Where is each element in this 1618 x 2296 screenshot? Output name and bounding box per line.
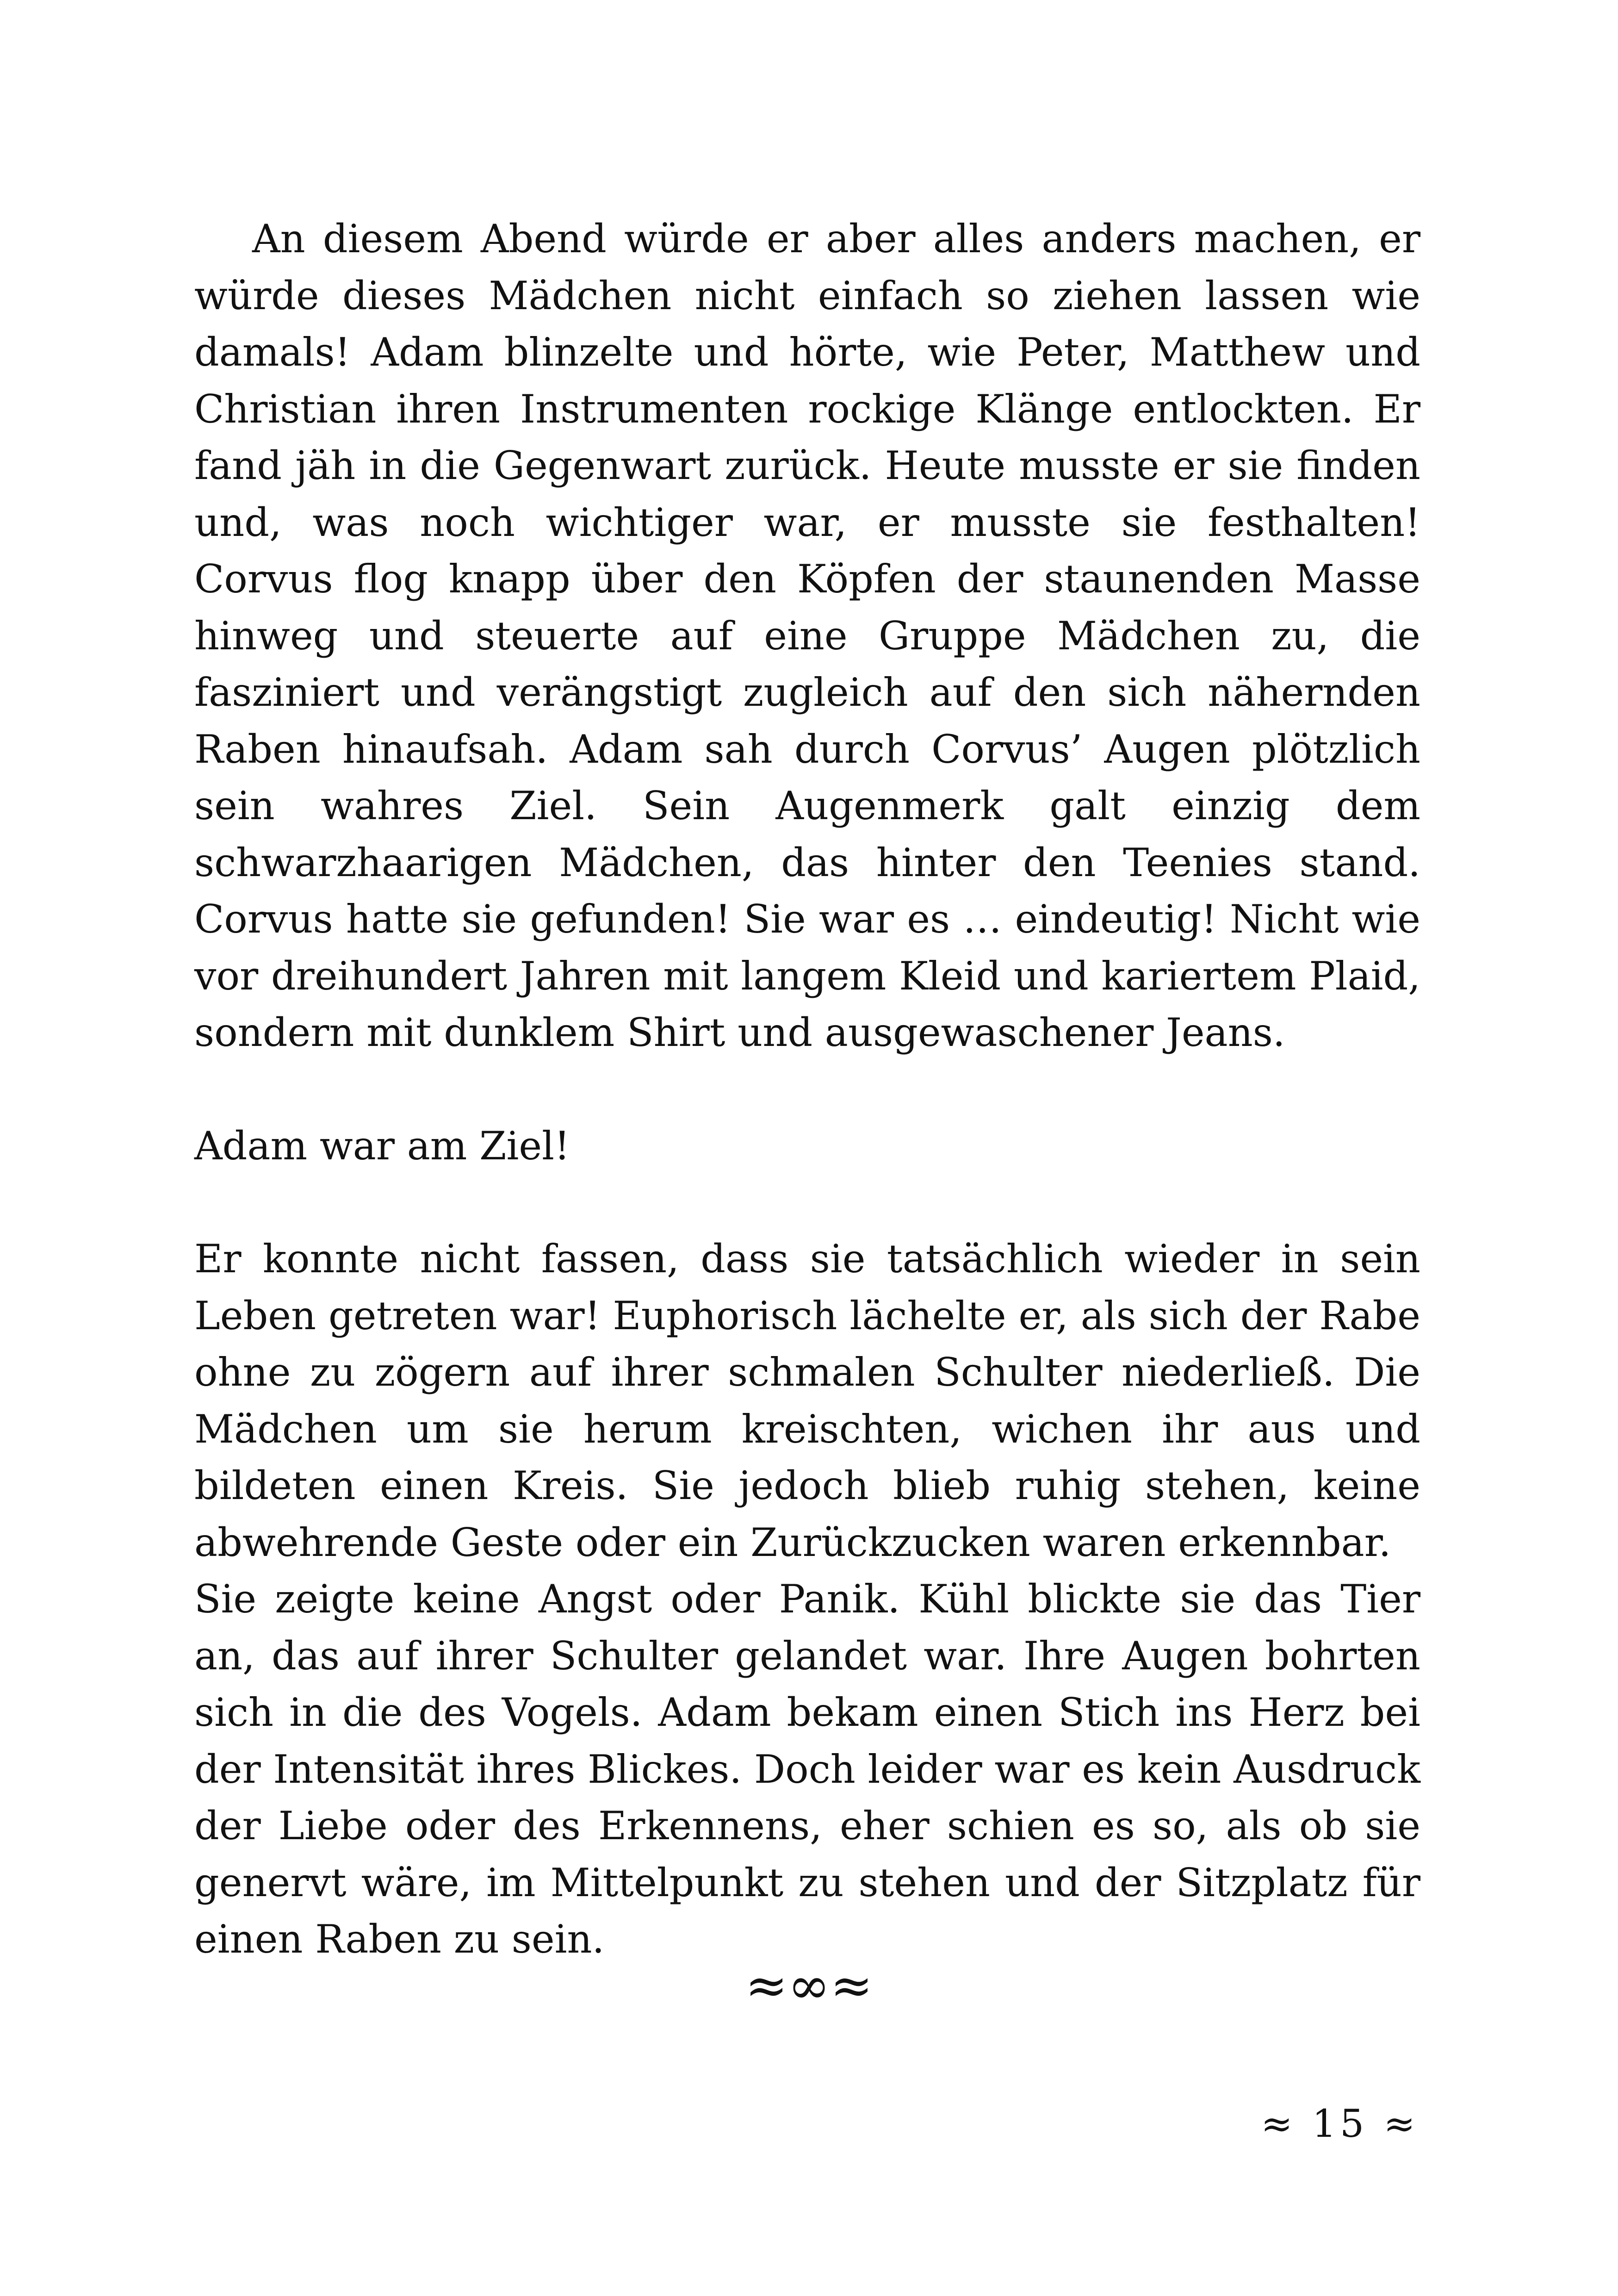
paragraph-1: An diesem Abend würde er aber alles anders machen, er würde dieses Mädchen nicht einfach so ziehen lassen wie damals! Adam blinzelte und hörte, wie Peter, Matthew und Christian ihren Instrumenten rockige Klänge entlockten. Er fand jäh in die Gegenwart zurück. Heute musste er sie finden und, was noch wichtiger war, er musste sie festhalten! Corvus flog knapp über den Köpfen der staunenden Masse hinweg und steuerte auf eine Gruppe Mädchen zu, die fasziniert und verängstigt zugleich auf den sich nähernden Raben hinaufsah. Adam sah durch Corvus’ Augen plötzlich sein wahres Ziel. Sein Augenmerk galt einzig dem schwarzhaarigen Mädchen, das hinter den Teenies stand. Corvus hatte sie gefunden! Sie war es … eindeutig! Nicht wie vor dreihundert Jahren mit langem Kleid und kariertem Plaid, sondern mit dunklem Shirt und ausgewaschener Jeans. xyxy=(194,216,1420,1055)
page-number: ≈ 15 ≈ xyxy=(1261,2102,1419,2146)
section-separator: ≈∞≈ xyxy=(745,1956,873,2015)
paragraph-4: Sie zeigte keine Angst oder Panik. Kühl blickte sie das Tier an, das auf ihrer Schulter gelandet war. Ihre Augen bohrten sich in die des Vogels. Adam bekam einen Stich ins Herz bei der Intensität ihres Blickes. Doch leider war es kein Ausdruck der Liebe oder des Erkennens, eher schien es so, als ob sie genervt wäre, im Mittelpunkt zu stehen und der Sitzplatz für einen Raben zu sein. xyxy=(194,1576,1420,1962)
paragraph-2: Adam war am Ziel! xyxy=(194,1123,570,1169)
paragraph-3: Er konnte nicht fassen, dass sie tatsächlich wieder in sein Leben getreten war! Euphorisch lächelte er, als sich der Rabe ohne zu zögern auf ihrer schmalen Schulter niederließ. Die Mädchen um sie herum kreischten, wichen ihr aus und bildeten einen Kreis. Sie jedoch blieb ruhig stehen, keine abwehrende Geste oder ein Zurückzucken waren erkennbar. xyxy=(194,1236,1420,1565)
page-body xyxy=(194,211,1420,1968)
